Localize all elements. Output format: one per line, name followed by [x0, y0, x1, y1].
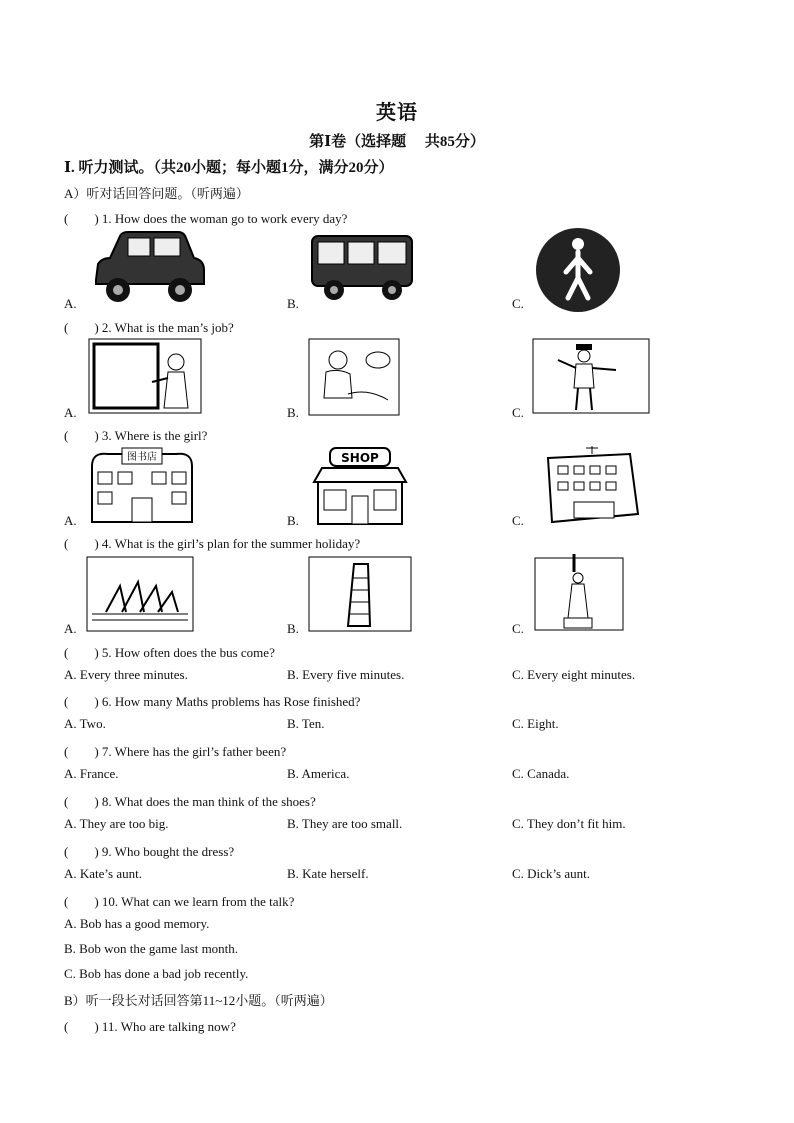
q7-option-b: B. America.	[287, 766, 350, 781]
q3-option-c: C.	[512, 513, 524, 528]
bookstore-icon[interactable]	[88, 446, 196, 526]
q7-option-a: A. France.	[64, 766, 119, 781]
q10-option-a: A. Bob has a good memory.	[64, 916, 210, 931]
leaning-tower-icon[interactable]	[308, 556, 412, 632]
question-10: ( ) 10. What can we learn from the talk?	[64, 894, 295, 909]
q2-option-b: B.	[287, 405, 299, 420]
statue-of-liberty-icon[interactable]	[534, 552, 624, 632]
opera-house-icon[interactable]	[86, 556, 194, 632]
q3-option-b: B.	[287, 513, 299, 528]
q9-option-c: C. Dick’s aunt.	[512, 866, 590, 881]
bookstore-sign: 图书店	[127, 452, 157, 463]
paper-subtitle: 第Ⅰ卷（选择题 共85分）	[309, 134, 485, 150]
bus-icon[interactable]	[310, 232, 416, 304]
question-3: ( ) 3. Where is the girl?	[64, 428, 208, 443]
q8-option-c: C. They don’t fit him.	[512, 816, 626, 831]
question-6: ( ) 6. How many Maths problems has Rose finished?	[64, 694, 361, 709]
q9-option-a: A. Kate’s aunt.	[64, 866, 142, 881]
question-5: ( ) 5. How often does the bus come?	[64, 645, 275, 660]
teacher-icon[interactable]	[88, 338, 202, 414]
q7-option-c: C. Canada.	[512, 766, 570, 781]
q4-option-b: B.	[287, 621, 299, 636]
page-title: 英语	[376, 102, 418, 124]
q1-option-b: B.	[287, 296, 299, 311]
hotel-icon[interactable]	[534, 444, 644, 524]
q6-option-c: C. Eight.	[512, 716, 559, 731]
dentist-icon[interactable]	[308, 338, 400, 416]
q8-option-a: A. They are too big.	[64, 816, 169, 831]
q6-option-a: A. Two.	[64, 716, 106, 731]
car-icon[interactable]	[88, 230, 208, 306]
q5-option-a: A. Every three minutes.	[64, 667, 188, 682]
part-b-instruction: B）听一段长对话回答第11~12小题。（听两遍）	[64, 993, 333, 1008]
shop-icon[interactable]	[312, 446, 408, 526]
part-a-instruction: A）听对话回答问题。（听两遍）	[64, 186, 249, 201]
section-heading: Ⅰ. 听力测试。（共20小题；每小题1分，满分20分）	[64, 160, 394, 176]
q10-option-b: B. Bob won the game last month.	[64, 941, 239, 956]
q6-option-b: B. Ten.	[287, 716, 325, 731]
question-4: ( ) 4. What is the girl’s plan for the summer holiday?	[64, 536, 361, 551]
question-11: ( ) 11. Who are talking now?	[64, 1019, 236, 1034]
q2-option-a: A.	[64, 405, 77, 420]
q2-option-c: C.	[512, 405, 524, 420]
q4-option-a: A.	[64, 621, 77, 636]
q5-option-b: B. Every five minutes.	[287, 667, 405, 682]
q8-option-b: B. They are too small.	[287, 816, 403, 831]
question-9: ( ) 9. Who bought the dress?	[64, 844, 235, 859]
q5-option-c: C. Every eight minutes.	[512, 667, 636, 682]
shop-sign: SHOP	[341, 451, 379, 465]
walking-sign-icon[interactable]	[534, 228, 622, 312]
q4-option-c: C.	[512, 621, 524, 636]
q10-option-c: C. Bob has done a bad job recently.	[64, 966, 249, 981]
question-8: ( ) 8. What does the man think of the shoes?	[64, 794, 316, 809]
question-7: ( ) 7. Where has the girl’s father been?	[64, 744, 287, 759]
question-1: ( ) 1. How does the woman go to work every day?	[64, 211, 348, 226]
question-2: ( ) 2. What is the man’s job?	[64, 320, 234, 335]
q1-option-a: A.	[64, 296, 77, 311]
q3-option-a: A.	[64, 513, 77, 528]
q9-option-b: B. Kate herself.	[287, 866, 369, 881]
policeman-icon[interactable]	[532, 338, 650, 414]
q1-option-c: C.	[512, 296, 524, 311]
